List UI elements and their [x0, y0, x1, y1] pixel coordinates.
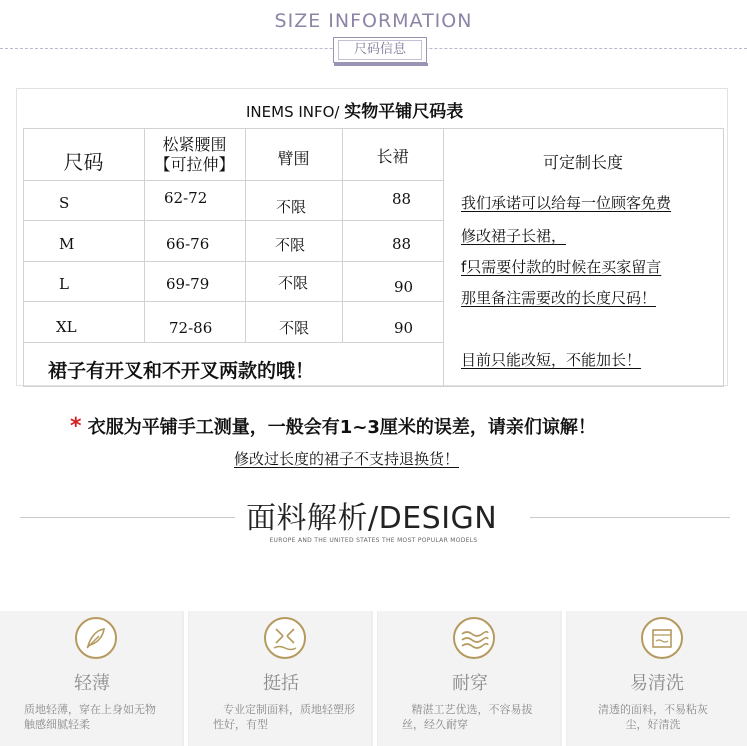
- row-m-size: M: [59, 235, 75, 253]
- feature-desc-washable: [598, 702, 708, 732]
- design-subtitle: EUROPE AND THE UNITED STATES THE MOST POPULAR MODELS: [269, 537, 478, 544]
- feature-desc-line: 尘，好清洗: [625, 718, 681, 731]
- row-l-size: L: [59, 275, 69, 293]
- row-xl-waist: 72-86: [169, 319, 213, 337]
- header-waist: 松紧腰围: [162, 135, 227, 154]
- header-size: 尺码: [63, 150, 104, 174]
- size-table: [23, 128, 724, 386]
- design-rule-right: [530, 517, 730, 518]
- custom-note-1: 我们承诺可以给每一位顾客免费: [461, 194, 672, 212]
- row-m-length: 88: [392, 235, 412, 253]
- feature-desc-line: 精湛工艺优选，不容易拔: [411, 703, 533, 716]
- row-xl-arm: 不限: [279, 319, 310, 337]
- custom-note-4: 那里备注需要改的长度尺码！: [461, 289, 657, 307]
- design-title: 面料解析/DESIGN: [246, 501, 498, 536]
- row-s-arm: 不限: [276, 198, 307, 216]
- feature-desc-light: [24, 702, 156, 732]
- feature-desc-crisp: [213, 702, 355, 732]
- feature-desc-line: 质地轻薄，穿在上身如无物: [24, 703, 156, 716]
- header-arm: 臂围: [277, 149, 310, 168]
- row-s-length: 88: [392, 190, 412, 208]
- feather-icon: [75, 617, 117, 659]
- feature-divider: [184, 611, 188, 746]
- feature-desc-line: 性好，有型: [213, 718, 268, 731]
- row-s-size: S: [59, 194, 70, 212]
- row-xl-length: 90: [394, 319, 414, 337]
- row-s-waist: 62-72: [164, 189, 208, 207]
- design-rule-left: [20, 517, 235, 518]
- table-title-main: 实物平铺尺码表: [344, 102, 464, 122]
- size-information-title: SIZE INFORMATION: [274, 10, 473, 32]
- feature-desc-line: 专业定制面料，质地轻塑形: [223, 703, 355, 716]
- feature-desc-line: 清透的面料，不易粘灰: [598, 703, 708, 716]
- custom-note-5: 目前只能改短，不能加长！: [461, 351, 642, 369]
- disclaimer-text: 衣服为平铺手工测量，一般会有1~3厘米的误差，请亲们谅解！: [87, 417, 596, 438]
- measurement-disclaimer: [70, 413, 596, 439]
- feature-divider: [562, 611, 566, 746]
- size-tag-label: 尺码信息: [338, 40, 422, 60]
- custom-note-2: 修改裙子长裙，: [461, 227, 567, 245]
- tag-shadow: [334, 63, 428, 66]
- feature-divider: [373, 611, 377, 746]
- feature-name-light: 轻薄: [74, 673, 110, 694]
- feature-desc-line: 触感细腻轻柔: [24, 718, 90, 731]
- asterisk-icon: *: [70, 414, 82, 439]
- feature-name-washable: 易清洗: [630, 673, 684, 694]
- waves-icon: [453, 617, 495, 659]
- no-return-note: 修改过长度的裙子不支持退换货！: [234, 450, 460, 468]
- header-custom-length: 可定制长度: [542, 153, 623, 172]
- header-waist-note: 【可拉伸】: [154, 155, 235, 174]
- custom-note-3: f只需要付款的时候在买家留言: [461, 258, 662, 276]
- feature-desc-durable: [402, 702, 542, 732]
- feature-name-crisp: 挺括: [263, 673, 299, 694]
- header-length: 长裙: [376, 147, 409, 166]
- row-l-waist: 69-79: [166, 275, 210, 293]
- wash-icon: [641, 617, 683, 659]
- row-l-length: 90: [394, 278, 414, 296]
- row-m-waist: 66-76: [166, 235, 210, 253]
- feature-desc-line: 丝，经久耐穿: [402, 718, 468, 731]
- table-title: [246, 97, 463, 122]
- row-xl-size: XL: [56, 318, 77, 336]
- skirt-slit-note: 裙子有开叉和不开叉两款的哦！: [48, 360, 315, 382]
- table-title-prefix: INEMS INFO/: [246, 103, 340, 121]
- feature-name-durable: 耐穿: [452, 673, 488, 694]
- arrows-icon: [264, 617, 306, 659]
- row-m-arm: 不限: [275, 236, 306, 254]
- row-l-arm: 不限: [278, 274, 309, 292]
